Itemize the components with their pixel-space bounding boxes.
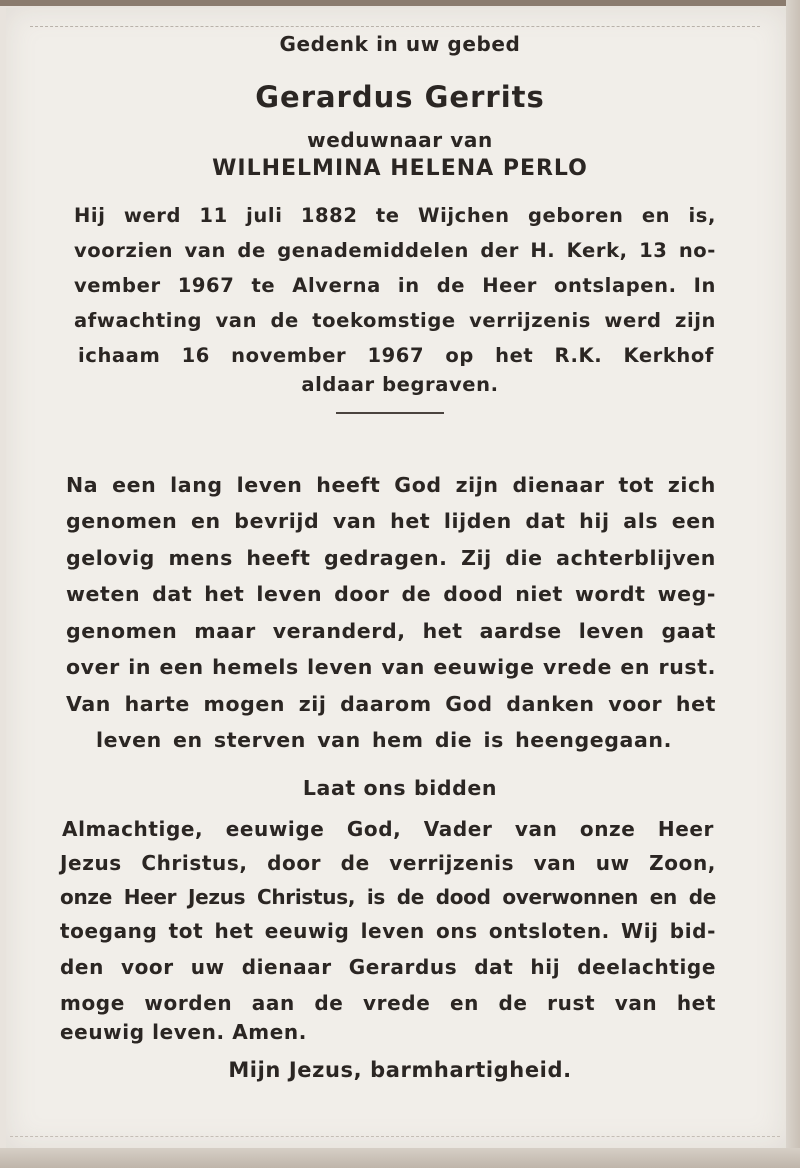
relation-label: weduwnaar van — [307, 128, 493, 152]
spouse-name: WILHELMINA HELENA PERLO — [212, 156, 588, 181]
reflection-line: weten dat het leven door de dood niet wordt weg- — [66, 582, 716, 606]
table-edge-bottom — [0, 1148, 800, 1168]
reflection-line: over in een hemels leven van eeuwige vrede en rust. — [66, 655, 716, 679]
card-header: Gedenk in uw gebed — [279, 32, 521, 56]
biography-line: aldaar begraven. — [301, 373, 499, 396]
biography-line: vember 1967 te Alverna in de Heer ontslapen. In — [74, 274, 716, 297]
prayer-line: den voor uw dienaar Gerardus dat hij deelachtige — [60, 955, 716, 979]
biography-line: afwachting van de toekomstige verrijzenis werd zijn — [74, 309, 716, 332]
closing-invocation: Mijn Jezus, barmhartigheid. — [228, 1058, 572, 1082]
prayer-line: Almachtige, eeuwige God, Vader van onze Heer — [62, 817, 714, 841]
reflection-line: genomen en bevrijd van het lijden dat hij als een — [66, 509, 716, 533]
reflection-line: Na een lang leven heeft God zijn dienaar tot zich — [66, 473, 716, 497]
reflection-line: gelovig mens heeft gedragen. Zij die achterblijven — [66, 546, 716, 570]
section-divider — [336, 412, 444, 414]
prayer-line: moge worden aan de vrede en de rust van het — [60, 991, 716, 1015]
biography-line: Hij werd 11 juli 1882 te Wijchen geboren en is, — [74, 204, 716, 227]
table-edge-top — [0, 0, 800, 6]
deceased-name: Gerardus Gerrits — [255, 80, 545, 114]
prayer-line: onze Heer Jezus Christus, is de dood overwonnen en de — [60, 885, 716, 909]
reflection-line: Van harte mogen zij daarom God danken voor het — [66, 692, 716, 716]
perforation-top — [30, 26, 760, 27]
biography-line: ichaam 16 november 1967 op het R.K. Kerkhof — [78, 344, 714, 367]
prayer-line: eeuwig leven. Amen. — [60, 1020, 307, 1044]
prayer-title: Laat ons bidden — [302, 776, 498, 800]
biography-line: voorzien van de genademiddelen der H. Kerk, 13 no- — [74, 239, 716, 262]
reflection-line: genomen maar veranderd, het aardse leven gaat — [66, 619, 716, 643]
prayer-line: toegang tot het eeuwig leven ons ontsloten. Wij bid- — [60, 919, 716, 943]
prayer-line: Jezus Christus, door de verrijzenis van uw Zoon, — [60, 851, 716, 875]
reflection-line: leven en sterven van hem die is heengegaan. — [96, 728, 672, 752]
perforation-bottom — [10, 1136, 780, 1137]
